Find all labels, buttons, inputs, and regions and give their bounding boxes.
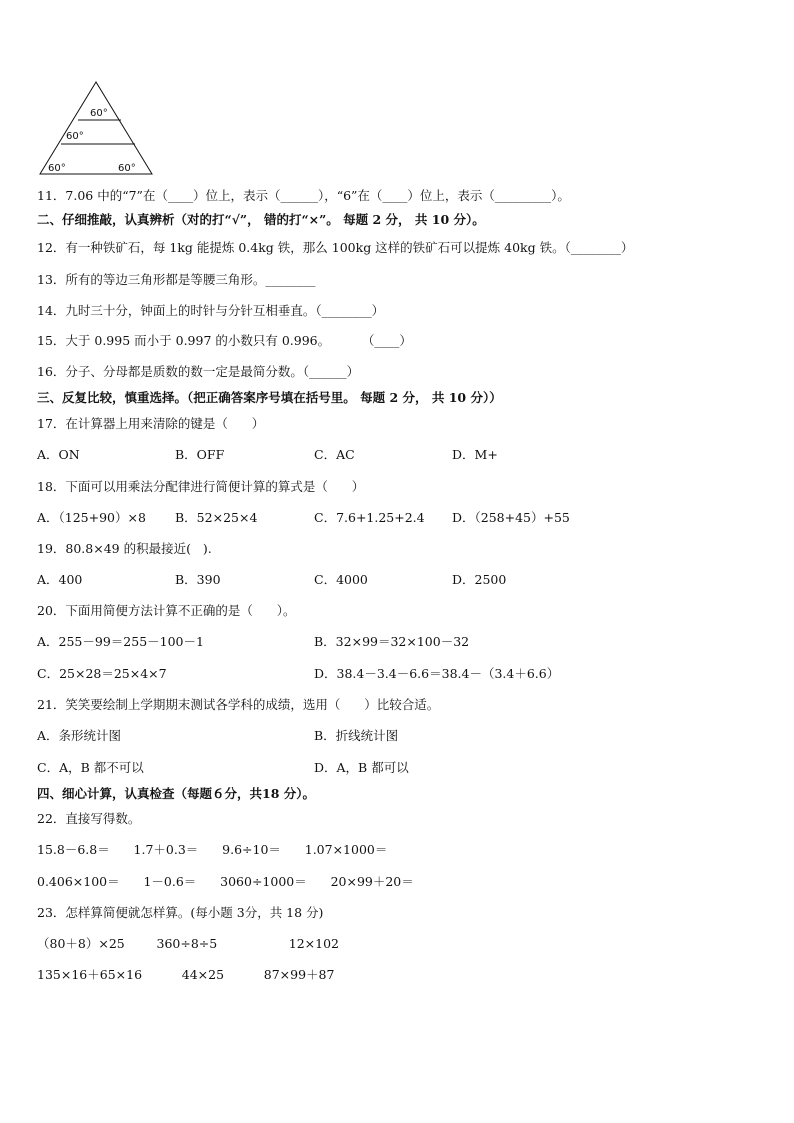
triangle-figure <box>36 78 156 178</box>
outer-triangle <box>40 82 152 174</box>
q17-option-b: B．OFF <box>175 447 225 462</box>
q17-option-c: C．AC <box>314 447 355 462</box>
question-22-stem: 22．直接写得数。 <box>37 811 141 826</box>
q19-option-d: D．2500 <box>452 572 507 587</box>
question-21-stem: 21．笑笑要绘制上学期期末测试各学科的成绩，选用（ ）比较合适。 <box>37 697 440 712</box>
q22-row-1: 15.8－6.8＝ 1.7＋0.3＝ 9.6÷10＝ 1.07×1000＝ <box>37 842 388 857</box>
angle-label-bottom-left: 60° <box>48 163 66 174</box>
q18-option-d: D．（258+45）+55 <box>452 510 570 525</box>
q20-option-d: D．38.4－3.4－6.6＝38.4－（3.4＋6.6） <box>314 666 560 681</box>
question-18-stem: 18．下面可以用乘法分配律进行简便计算的算式是（ ） <box>37 479 365 494</box>
q18-option-a: A．（125+90）×8 <box>37 510 146 525</box>
question-17-stem: 17．在计算器上用来清除的键是（ ） <box>37 416 265 431</box>
question-12: 12．有一种铁矿石，每 1kg 能提炼 0.4kg 铁，那么 100kg 这样的铁矿石可以提炼 40kg 铁。（________） <box>37 240 634 255</box>
angle-label-bottom-right: 60° <box>118 163 136 174</box>
question-23-stem: 23．怎样算简便就怎样算。(每小题 3分，共 18 分) <box>37 905 324 920</box>
q19-option-b: B．390 <box>175 572 221 587</box>
q22-row-2: 0.406×100＝ 1－0.6＝ 3060÷1000＝ 20×99＋20＝ <box>37 874 414 889</box>
q23-row-2: 135×16＋65×16 44×25 87×99＋87 <box>37 967 335 982</box>
q21-option-c: C．A，B 都不可以 <box>37 760 144 775</box>
q20-option-b: B．32×99＝32×100－32 <box>314 634 470 649</box>
question-16: 16．分子、分母都是质数的数一定是最简分数。（______） <box>37 364 360 379</box>
q17-option-a: A．ON <box>37 447 80 462</box>
question-14: 14．九时三十分，钟面上的时针与分针互相垂直。（________） <box>37 303 385 318</box>
angle-label-top: 60° <box>90 108 108 119</box>
question-15: 15．大于 0.995 而小于 0.997 的小数只有 0.996。 （____） <box>37 333 412 348</box>
q18-option-b: B．52×25×4 <box>175 510 258 525</box>
question-13: 13．所有的等边三角形都是等腰三角形。________ <box>37 272 316 287</box>
question-19-stem: 19．80.8×49 的积最接近( ). <box>37 541 212 556</box>
q20-option-a: A．255－99＝255－100－1 <box>37 634 204 649</box>
section-3-heading: 三、反复比较，慎重选择。（把正确答案序号填在括号里。 每题 2 分， 共 10 分）） <box>37 390 502 405</box>
q23-row-1: （80＋8）×25 360÷8÷5 12×102 <box>37 936 339 951</box>
question-20-stem: 20．下面用简便方法计算不正确的是（ ）。 <box>37 603 296 618</box>
section-4-heading: 四、细心计算，认真检查（每题６分，共18 分）。 <box>37 786 315 801</box>
q21-option-b: B．折线统计图 <box>314 728 399 743</box>
q18-option-c: C．7.6+1.25+2.4 <box>314 510 425 525</box>
section-2-heading: 二、仔细推敲，认真辨析（对的打“√”， 错的打“×”。 每题 2 分， 共 10 分）。 <box>37 212 485 227</box>
q17-option-d: D．M+ <box>452 447 498 462</box>
q20-option-c: C．25×28＝25×4×7 <box>37 666 167 681</box>
q19-option-c: C．4000 <box>314 572 368 587</box>
angle-label-middle: 60° <box>66 131 84 142</box>
q21-option-d: D．A，B 都可以 <box>314 760 409 775</box>
q21-option-a: A．条形统计图 <box>37 728 122 743</box>
question-11: 11．7.06 中的“7”在（____）位上，表示（______），“6”在（____）位上，表示（_________）。 <box>37 188 570 203</box>
q19-option-a: A．400 <box>37 572 83 587</box>
